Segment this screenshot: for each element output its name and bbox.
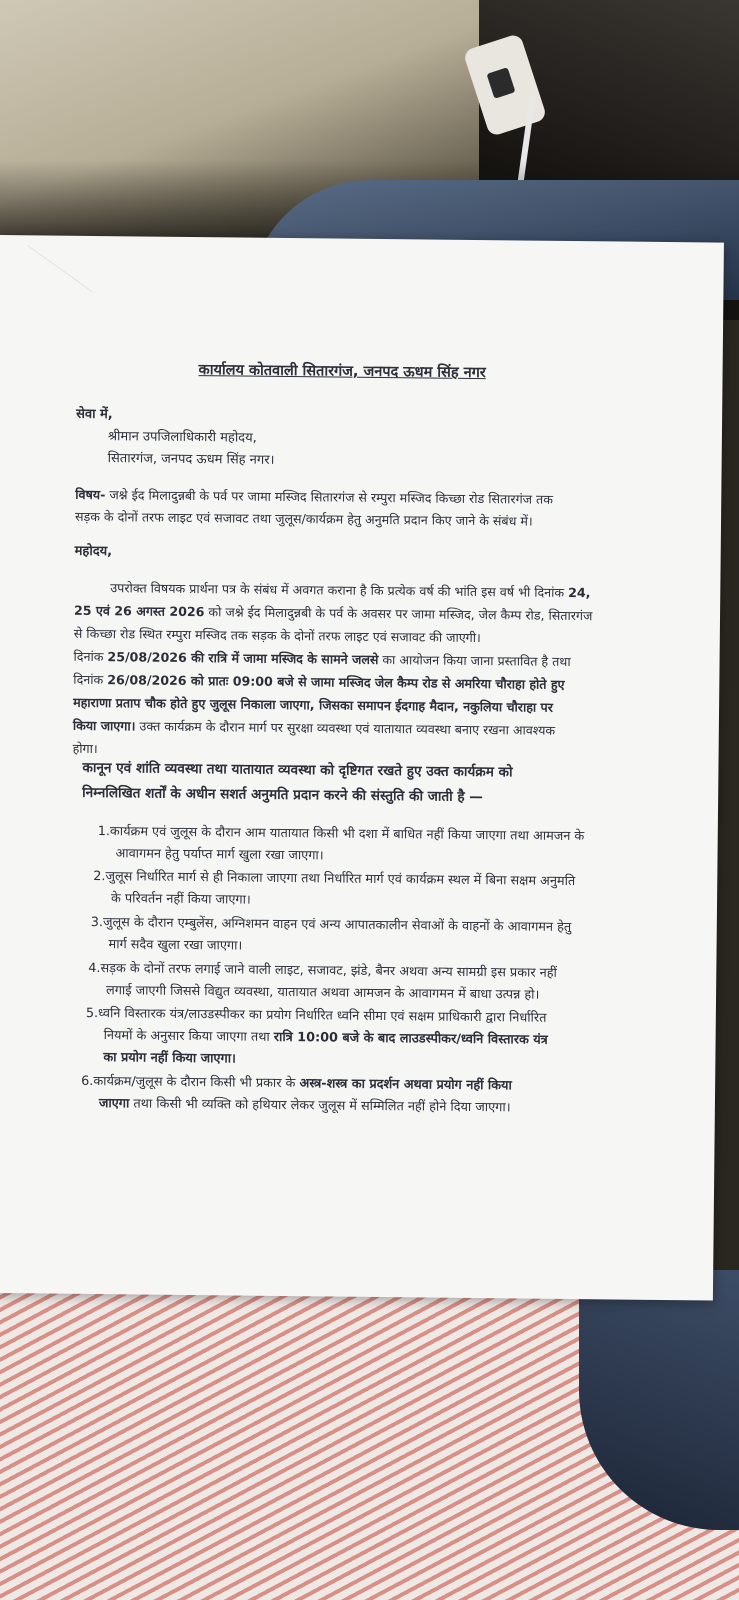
condition-5 <box>85 1003 548 1074</box>
para1-line1-bold: 24, <box>568 584 591 601</box>
para2-line1: कानून एवं शांति व्यवस्था तथा यातायात व्यवस्था को दृष्टिगत रखते हुए उक्त कार्यक्रम को <box>82 759 513 781</box>
paragraph-request <box>73 576 645 766</box>
para1-line1: उपरोक्त विषयक प्रार्थना पत्र के संबंध में अवगत कराना है कि प्रत्येक वर्ष की भांति इस वर्ष भी दिनांक <box>110 580 569 600</box>
para1-line5-prefix: दिनांक <box>73 671 108 688</box>
paragraph-recommendation <box>82 756 513 811</box>
para1-line5-bold: 26/08/2026 को प्रातः 09:00 बजे से जामा मस्जिद जेल कैम्प रोड से अमरिया चौराहा होते हुए <box>107 672 565 692</box>
condition-3 <box>90 912 571 961</box>
para1-line8: होगा। <box>72 740 98 757</box>
condition-5-line2-bold: रात्रि 10:00 बजे के बाद लाउडस्पीकर/ध्वनि विस्तारक यंत्र <box>273 1029 548 1048</box>
para1-line3: से किच्छा रोड स्थित रम्पुरा मस्जिद तक सड़क के दोनों तरफ लाइट एवं सजावट की जाएगी। <box>73 625 481 646</box>
condition-6-line2: तथा किसी भी व्यक्ति को हथियार लेकर जुलूस में सम्मिलित नहीं होने दिया जाएगा। <box>129 1096 511 1116</box>
office-title: कार्यालय कोतवाली सितारगंज, जनपद ऊधम सिंह नगर <box>198 362 486 382</box>
para1-line6: महाराणा प्रताप चौक होते हुए जुलूस निकाला जाएगा, जिसका समापन ईदगाह मैदान, नकुलिया चौराहा पर <box>73 694 553 715</box>
condition-2 <box>93 866 575 915</box>
para1-line4-bold: 25/08/2026 की रात्रि में जामा मस्जिद के सामने जलसे <box>107 649 379 667</box>
subject-line-2: सड़क के दोनों तरफ लाइट एवं सजावट तथा जुलूस/कार्यक्रम हेतु अनुमति प्रदान किए जाने के संबंध में। <box>74 508 533 529</box>
condition-5-line3: का प्रयोग नहीं किया जाएगा। <box>103 1050 237 1067</box>
condition-5-line1: 5.ध्वनि विस्तारक यंत्र/लाउडस्पीकर का प्रयोग निर्धारित ध्वनि सीमा एवं सक्षम प्राधिकारी द्वारा निर्धारित <box>85 1005 547 1026</box>
condition-6-line1: 6.कार्यक्रम/जुलूस के दौरान किसी भी प्रकार के <box>81 1073 300 1092</box>
condition-1-line1: 1.कार्यक्रम एवं जुलूस के दौरान आम यातायात किसी भी दशा में बाधित नहीं किया जाएगा तथा आमजन के <box>97 824 585 845</box>
para1-line4-prefix: दिनांक <box>73 648 108 665</box>
subject-label: विषय- <box>75 486 106 503</box>
para1-dates: 25 एवं 26 अगस्त 2026 <box>73 602 205 620</box>
addressee-line-1: श्रीमान उपजिलाधिकारी महोदय, <box>107 429 257 446</box>
condition-6-line2-bold: जाएगा <box>98 1096 130 1112</box>
to-label: सेवा में, <box>76 406 113 423</box>
condition-4 <box>88 958 557 1007</box>
subject-block <box>75 484 553 533</box>
condition-2-line2: के परिवर्तन नहीं किया जाएगा। <box>110 891 251 908</box>
condition-6-line1-bold: अस्त्र-शस्त्र का प्रदर्शन अथवा प्रयोग नहीं किया <box>299 1076 512 1094</box>
para1-line4-suffix: का आयोजन किया जाना प्रस्तावित है तथा <box>378 651 571 669</box>
condition-4-line2: लगाई जाएगी जिससे विद्युत व्यवस्था, यातायात अथवा आमजन के आवागमन में बाधा उत्पन्न हो। <box>106 983 540 1003</box>
condition-3-line2: मार्ग सदैव खुला रखा जाएगा। <box>108 937 243 954</box>
greeting: महोदय, <box>74 543 113 560</box>
condition-6 <box>81 1071 512 1120</box>
condition-3-line1: 3.जुलूस के दौरान एम्बुलेंस, अग्निशमन वाहन एवं अन्य आपातकालीन सेवाओं के वाहनों के आवागमन हेतु <box>90 914 572 936</box>
para1-line2: को जश्ने ईद मिलादुन्नबी के पर्व के अवसर पर जामा मस्जिद, जेल कैम्प रोड, सितारगंज <box>204 604 593 624</box>
condition-1 <box>97 821 584 870</box>
condition-4-line1: 4.सड़क के दोनों तरफ लगाई जाने वाली लाइट, सजावट, झंडे, बैनर अथवा अन्य सामग्री इस प्रकार नहीं <box>88 960 557 981</box>
condition-5-line2: नियमों के अनुसार किया जाएगा तथा <box>103 1028 274 1045</box>
addressee-line-2: सितारगंज, जनपद ऊधम सिंह नगर। <box>107 451 275 468</box>
para1-line7: उक्त कार्यक्रम के दौरान मार्ग पर सुरक्षा व्यवस्था एवं यातायात व्यवस्था बनाए रखना आवश्यक <box>135 718 556 738</box>
para1-line7-bold: किया जाएगा। <box>72 717 136 734</box>
para2-line2: निम्नलिखित शर्तों के अधीन सशर्त अनुमति प्रदान करने की संस्तुति की जाती है — <box>82 784 484 806</box>
document-body <box>0 235 724 1301</box>
document-paper <box>0 235 724 1301</box>
subject-line-1: जश्ने ईद मिलादुन्नबी के पर्व पर जामा मस्जिद सितारगंज से रम्पुरा मस्जिद किच्छा रोड सितारगंज तक <box>105 487 553 507</box>
condition-1-line2: आवागमन हेतु पर्याप्त मार्ग खुला रखा जाएगा। <box>115 846 324 864</box>
condition-2-line1: 2.जुलूस निर्धारित मार्ग से ही निकाला जाएगा तथा निर्धारित मार्ग एवं कार्यक्रम स्थल में बिना सक्षम अनुमति <box>93 869 576 890</box>
